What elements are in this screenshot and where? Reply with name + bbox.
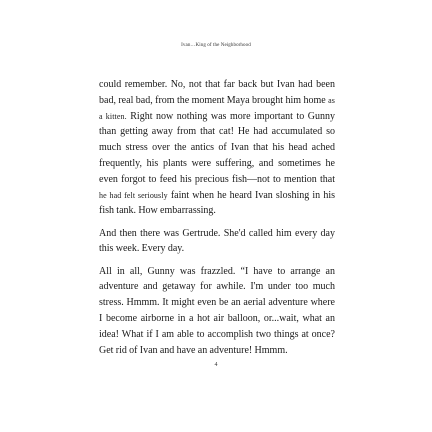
paragraph-1-small-segment-2: he had felt seriously [99, 190, 168, 200]
paragraph-1 [99, 77, 335, 219]
paragraph-1-rest: Right now nothing was more important to Gunny than getting away from that cat! He had accumulated so much stress over the antics of Ivan that his head ached frequently, his plants were suffering, and sometimes he even forgot to feed his precious fish—not to mention that [99, 110, 335, 185]
paragraph-3: All in all, Gunny was frazzled. “I have to arrange an adventure and getaway for awhile. I'm under too much stress. Hmmm. It might even be an aerial adventure where I become airborne in a hot air balloon, or...wait, what an idea! What if I am able to accomplish two things at once? Get rid of Ivan and have an adventure! Hmmm. [99, 265, 335, 356]
page-number: 4 [214, 362, 218, 368]
paragraph-1-small-segment: as a kitten. [99, 95, 335, 121]
body-text [99, 77, 335, 358]
running-header: Ivan…King of the Neighborhood [181, 43, 251, 48]
paragraph-2: And then there was Gertrude. She'd called him every day this week. Every day. [99, 227, 335, 255]
paragraph-1-lead: could remember. No, not that far back but Ivan had been bad, real bad, from the moment Maya brought him home [99, 79, 335, 106]
paragraph-1-rest-2: faint when he heard Ivan sloshing in his fish tank. How embarrassing. [99, 189, 335, 217]
